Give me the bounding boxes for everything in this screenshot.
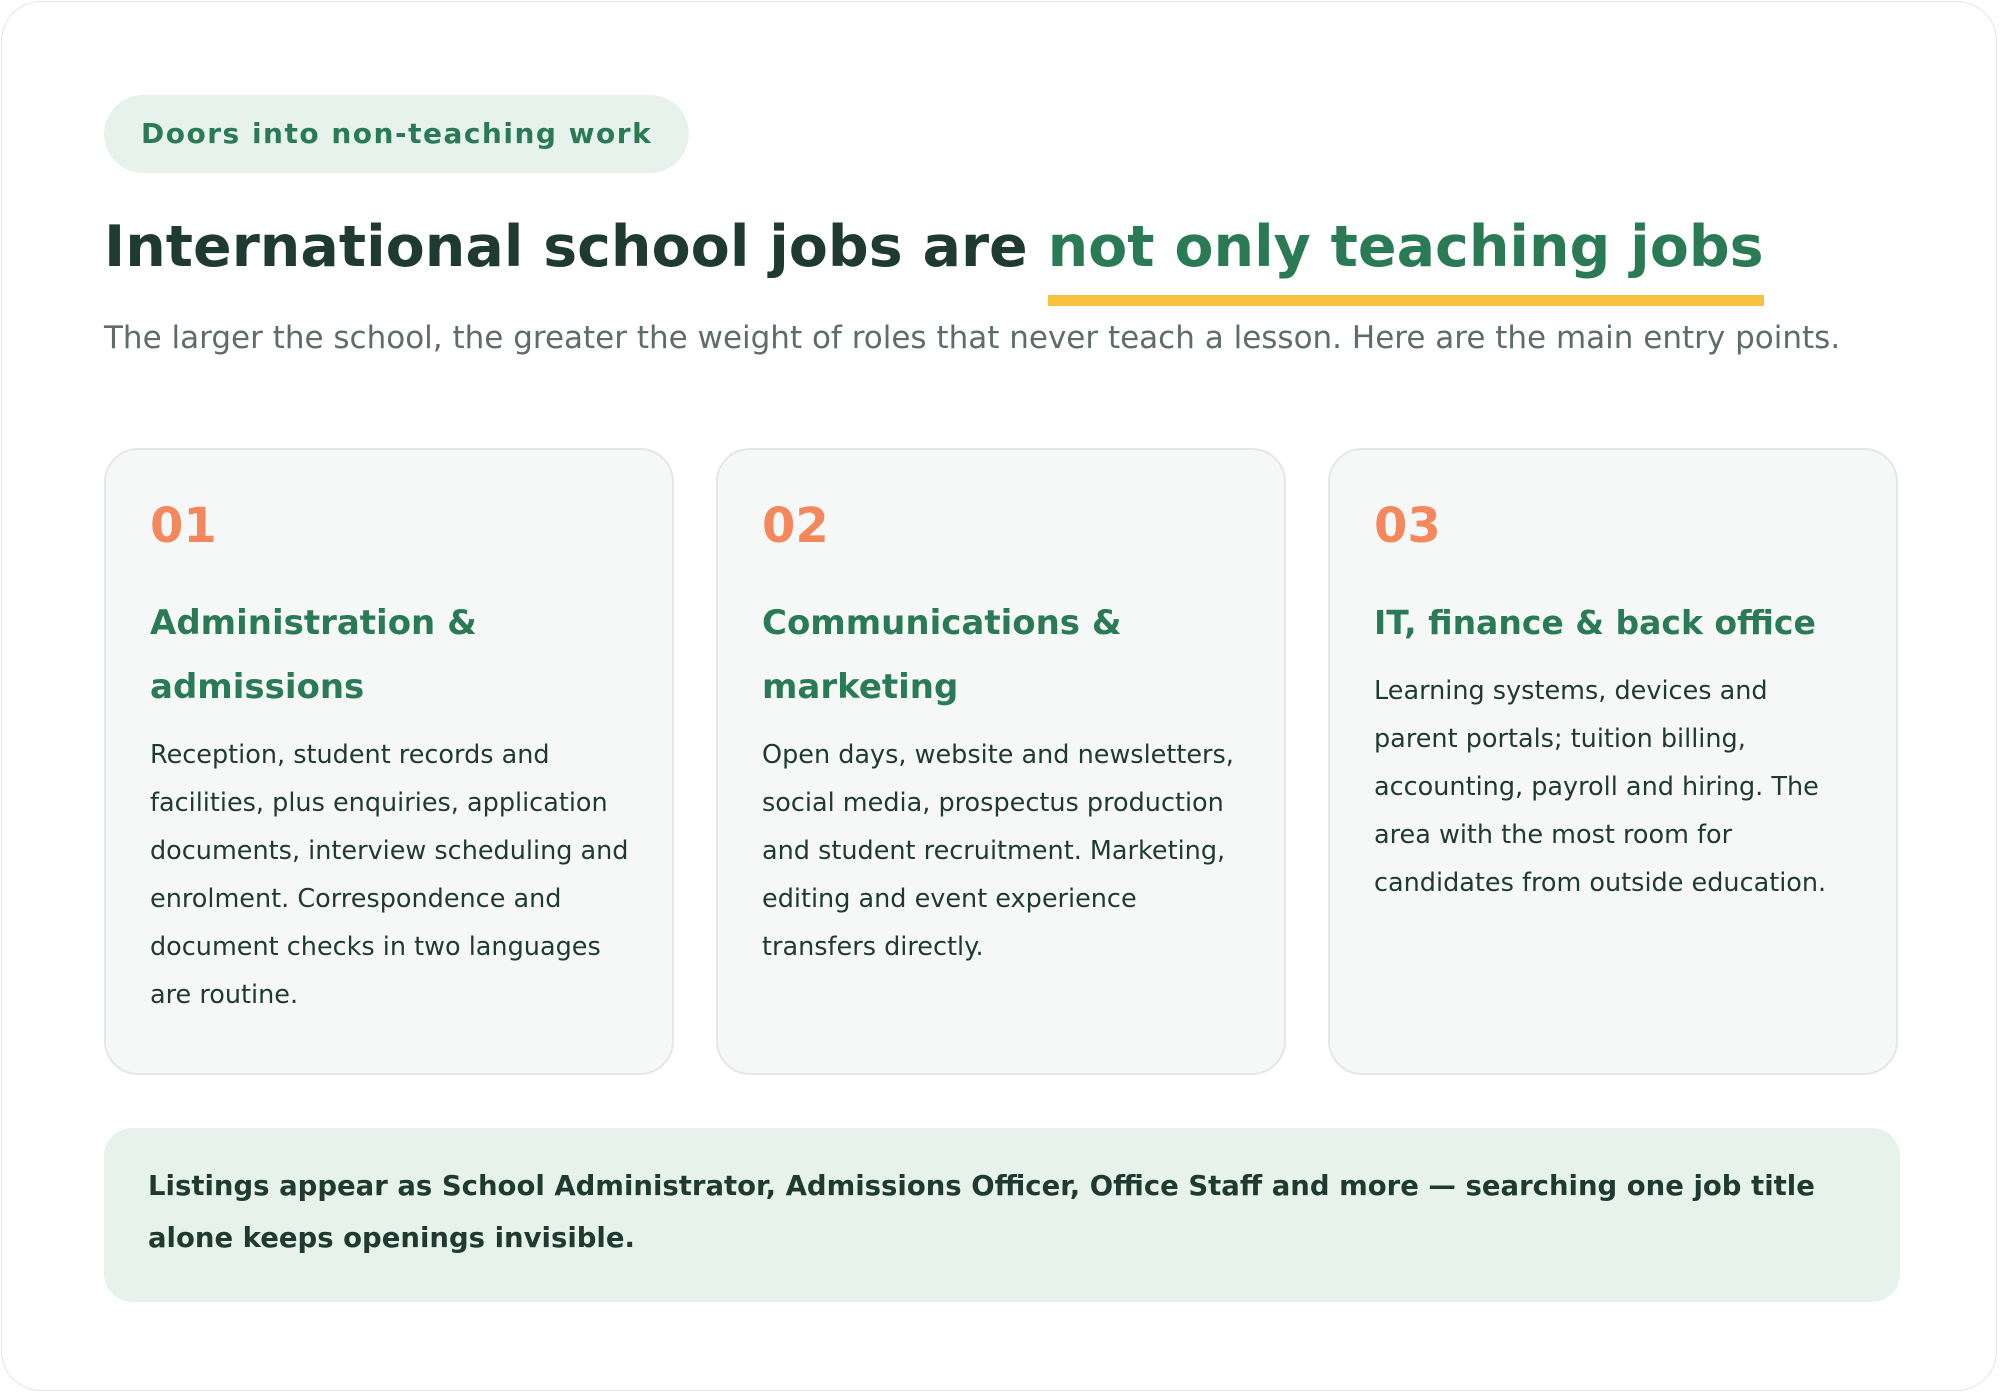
page-frame xyxy=(1,1,1997,1391)
role-card-administration xyxy=(104,448,674,1075)
card-body: Open days, website and newsletters, social media, prospectus production and student recruitment. Marketing, editing and event experience transfers directly. xyxy=(762,739,1234,962)
card-title: IT, finance & back office xyxy=(1374,602,1816,642)
page-subtitle: The larger the school, the greater the weight of roles that never teach a lesson. Here are the main entry points. xyxy=(104,320,1841,357)
page-title-lead: International school jobs are xyxy=(104,214,1048,280)
page-title-highlight: not only teaching jobs xyxy=(1048,213,1764,306)
page-title xyxy=(104,213,1900,306)
role-cards xyxy=(104,448,1900,1075)
main-content xyxy=(104,95,1900,1254)
card-number: 03 xyxy=(1374,498,1441,554)
card-body: Learning systems, devices and parent portals; tuition billing, accounting, payroll and hiring. The area with the most room for candidates from outside education. xyxy=(1374,675,1827,898)
card-title: Administration & admissions xyxy=(150,602,477,707)
eyebrow-tag: Doors into non-teaching work xyxy=(104,95,689,173)
role-card-it-finance xyxy=(1328,448,1898,1075)
card-body: Reception, student records and facilities, plus enquiries, application documents, interview scheduling and enrolment. Correspondence and document checks in two languages are routine. xyxy=(150,739,629,1010)
card-number: 02 xyxy=(762,498,829,554)
role-card-communications xyxy=(716,448,1286,1075)
listing-note: Listings appear as School Administrator, Admissions Officer, Office Staff and more — searching one job title alone keeps openings invisible. xyxy=(104,1128,1900,1302)
card-title: Communications & marketing xyxy=(762,602,1122,707)
card-number: 01 xyxy=(150,498,217,554)
